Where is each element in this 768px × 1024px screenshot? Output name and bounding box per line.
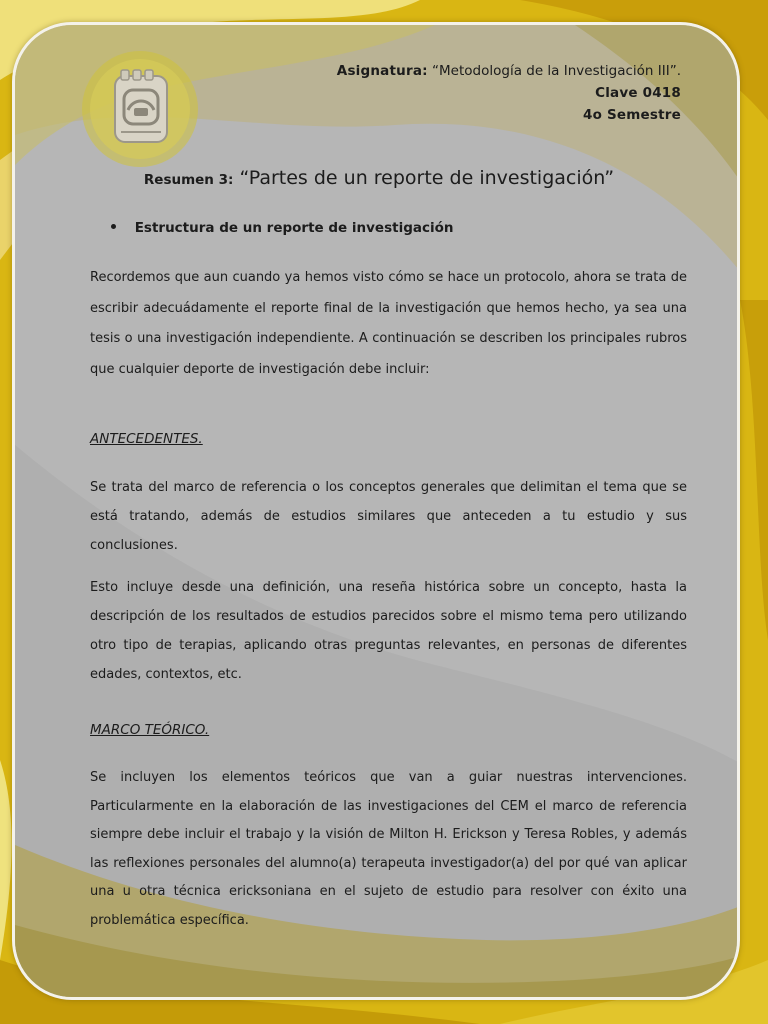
intro-paragraph: Recordemos que aun cuando ya hemos visto cómo se hace un protocolo, ahora se trata de escribir adecuádamente el reporte final de la investigación que hemos hecho, ya sea una tesis o una investigación independiente. A continuación se describen los principales rubros que cualquier deporte de investigación debe incluir: <box>90 270 687 377</box>
section-heading-antecedentes: ANTECEDENTES. <box>90 431 203 447</box>
subject-value: “Metodología de la Investigación III”. <box>432 63 681 79</box>
section-heading-marco-teorico: MARCO TEÓRICO. <box>90 722 210 738</box>
course-header <box>337 60 681 126</box>
antecedentes-paragraph-2: Esto incluye desde una definición, una reseña histórica sobre un concepto, hasta la descripción de los resultados de estudios parecidos sobre el mismo tema pero utilizando otro tipo de terapias, aplicando otras preguntas relevantes, en personas de diferentes edades, contextos, etc. <box>90 580 687 682</box>
institution-seal-logo <box>81 50 199 168</box>
document-card <box>12 22 740 1000</box>
title-text: “Partes de un reporte de investigación” <box>239 167 615 189</box>
course-code: Clave 0418 <box>595 85 681 101</box>
title-label: Resumen 3: <box>143 172 234 188</box>
subject-line <box>337 60 681 82</box>
semester: 4o Semestre <box>583 107 681 123</box>
subject-label: Asignatura: <box>336 63 428 79</box>
document-title <box>15 167 740 189</box>
bullet-heading-text: Estructura de un reporte de investigación <box>134 220 454 236</box>
bullet-dot-icon <box>111 224 116 229</box>
marco-teorico-paragraph: Se incluyen los elementos teóricos que van a guiar nuestras intervenciones. Particularmente en la elaboración de las investigaciones del CEM el marco de referencia siempre debe incluir el trabajo y la visión de Milton H. Erickson y Teresa Robles, y además las reflexiones personales del alumno(a) terapeuta investigador(a) del por qué van aplicar una u otra técnica ericksoniana en el sujeto de estudio para resolver con éxito una problemática específica. <box>90 770 687 928</box>
antecedentes-paragraph-1: Se trata del marco de referencia o los conceptos generales que delimitan el tema que se está tratando, además de estudios similares que anteceden a tu estudio y sus conclusiones. <box>90 480 687 553</box>
bullet-heading <box>111 220 454 236</box>
